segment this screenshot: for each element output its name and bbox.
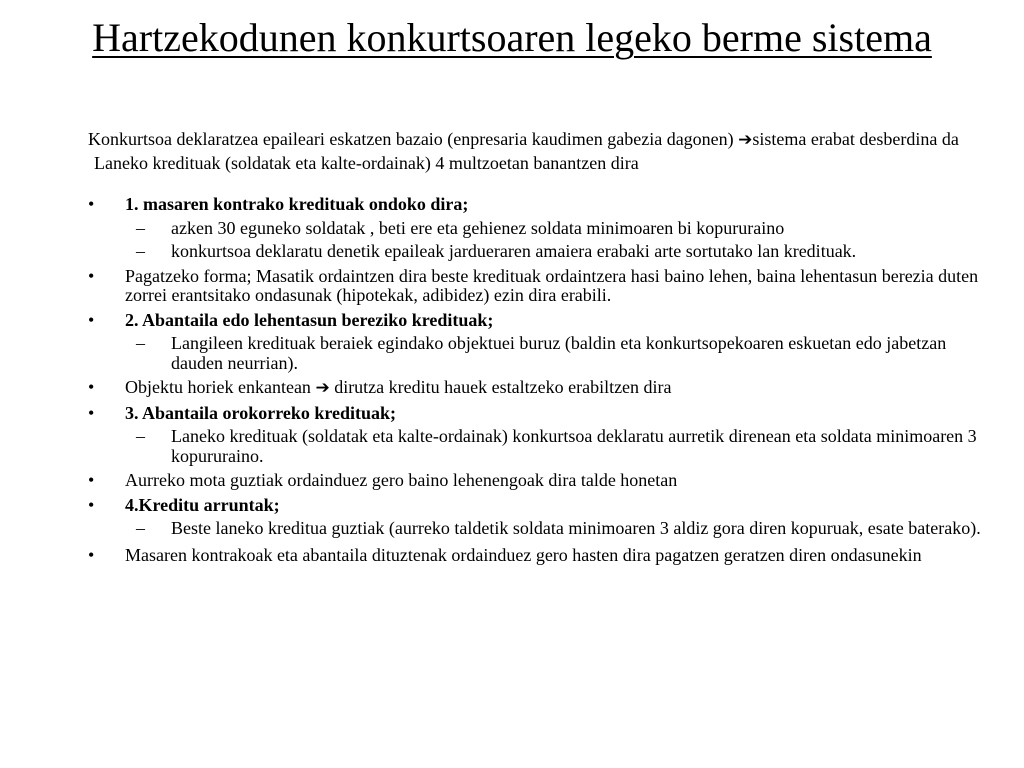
sub-bullet-text: Beste laneko kreditua guztiak (aurreko taldetik soldata minimoaren 3 aldiz gora diren kopuruak, esate baterako). bbox=[171, 518, 981, 538]
sub-bullet-text: Laneko kredituak (soldatak eta kalte-ordainak) konkurtsoa deklaratu aurretik direnean eta soldata minimoaren 3 kopururaino. bbox=[171, 426, 977, 466]
sub-bullet-item bbox=[88, 519, 993, 539]
bullet-icon: • bbox=[88, 402, 95, 423]
bullet-text-before: Objektu horiek enkantean bbox=[125, 377, 316, 397]
dash-icon: – bbox=[136, 241, 145, 261]
slide-title: Hartzekodunen konkurtsoaren legeko berme sistema bbox=[92, 15, 932, 60]
dash-icon: – bbox=[136, 426, 145, 446]
bullet-text: Pagatzeko forma; Masatik ordaintzen dira beste kredituak ordaintzera hasi baino lehen, baina lehentasun berezia duten zorrei erantsitako ondasunak (hipotekak, adibidez) ezin dira erabili. bbox=[125, 265, 979, 305]
bullet-item bbox=[88, 404, 993, 424]
sub-bullet-item bbox=[88, 242, 993, 262]
sub-bullet-text: konkurtsoa deklaratu denetik epaileak jardueraren amaiera erabaki arte sortutako lan kredituak. bbox=[171, 241, 857, 261]
bullet-text bbox=[125, 377, 672, 397]
bullet-text: 1. masaren kontrako kredituak ondoko dira; bbox=[125, 194, 469, 214]
bullet-icon: • bbox=[88, 494, 95, 515]
bullet-item bbox=[88, 311, 993, 331]
intro-line-1-after: sistema erabat desberdina da bbox=[752, 129, 959, 149]
bullet-item bbox=[88, 267, 993, 306]
bullet-icon: • bbox=[88, 265, 95, 286]
bullet-item bbox=[88, 471, 993, 491]
bullet-icon: • bbox=[88, 544, 95, 565]
bullet-icon: • bbox=[88, 194, 95, 214]
dash-icon: – bbox=[136, 518, 145, 538]
sub-bullet-text: Langileen kredituak beraiek egindako objektuei buruz (baldin eta konkurtsopekoaren eskuetan edo jabetzan dauden neurrian). bbox=[171, 333, 947, 373]
bullet-icon: • bbox=[88, 309, 95, 330]
bullet-icon: • bbox=[88, 377, 95, 397]
arrow-right-icon: ➔ bbox=[315, 378, 330, 398]
sub-bullet-item bbox=[88, 334, 993, 373]
bullet-text: Aurreko mota guztiak ordainduez gero baino lehenengoak dira talde honetan bbox=[125, 470, 678, 490]
sub-bullet-text: azken 30 eguneko soldatak , beti ere eta gehienez soldata minimoaren bi kopururaino bbox=[171, 217, 785, 238]
slide-body bbox=[88, 130, 993, 567]
intro-line-1-text: Konkurtsoa deklaratzea epaileari eskatzen bazaio (enpresaria kaudimen gabezia dagonen) bbox=[88, 129, 739, 149]
intro-line-2: Laneko kredituak (soldatak eta kalte-ordainak) 4 multzoetan banantzen dira bbox=[94, 152, 639, 173]
sub-bullet-item bbox=[88, 427, 993, 466]
bullet-text: 2. Abantaila edo lehentasun bereziko kredituak; bbox=[125, 309, 494, 330]
bullet-item bbox=[88, 544, 993, 567]
bullet-text: 3. Abantaila orokorreko kredituak; bbox=[125, 402, 397, 423]
bullet-text: 4.Kreditu arruntak; bbox=[125, 494, 280, 515]
bullet-item bbox=[88, 195, 993, 215]
dash-icon: – bbox=[136, 333, 145, 353]
bullet-icon: • bbox=[88, 470, 95, 490]
bullet-item bbox=[88, 378, 993, 399]
bullet-text: Masaren kontrakoak eta abantaila dituztenak ordainduez gero hasten dira pagatzen geratzen diren ondasunekin bbox=[125, 544, 922, 565]
bullet-text-after: dirutza kreditu hauek estaltzeko erabiltzen dira bbox=[329, 377, 672, 397]
arrow-right-icon: ➔ bbox=[738, 130, 753, 150]
dash-icon: – bbox=[136, 217, 145, 238]
bullet-item bbox=[88, 496, 993, 516]
sub-bullet-item bbox=[88, 219, 993, 239]
intro-line-1 bbox=[88, 130, 993, 151]
